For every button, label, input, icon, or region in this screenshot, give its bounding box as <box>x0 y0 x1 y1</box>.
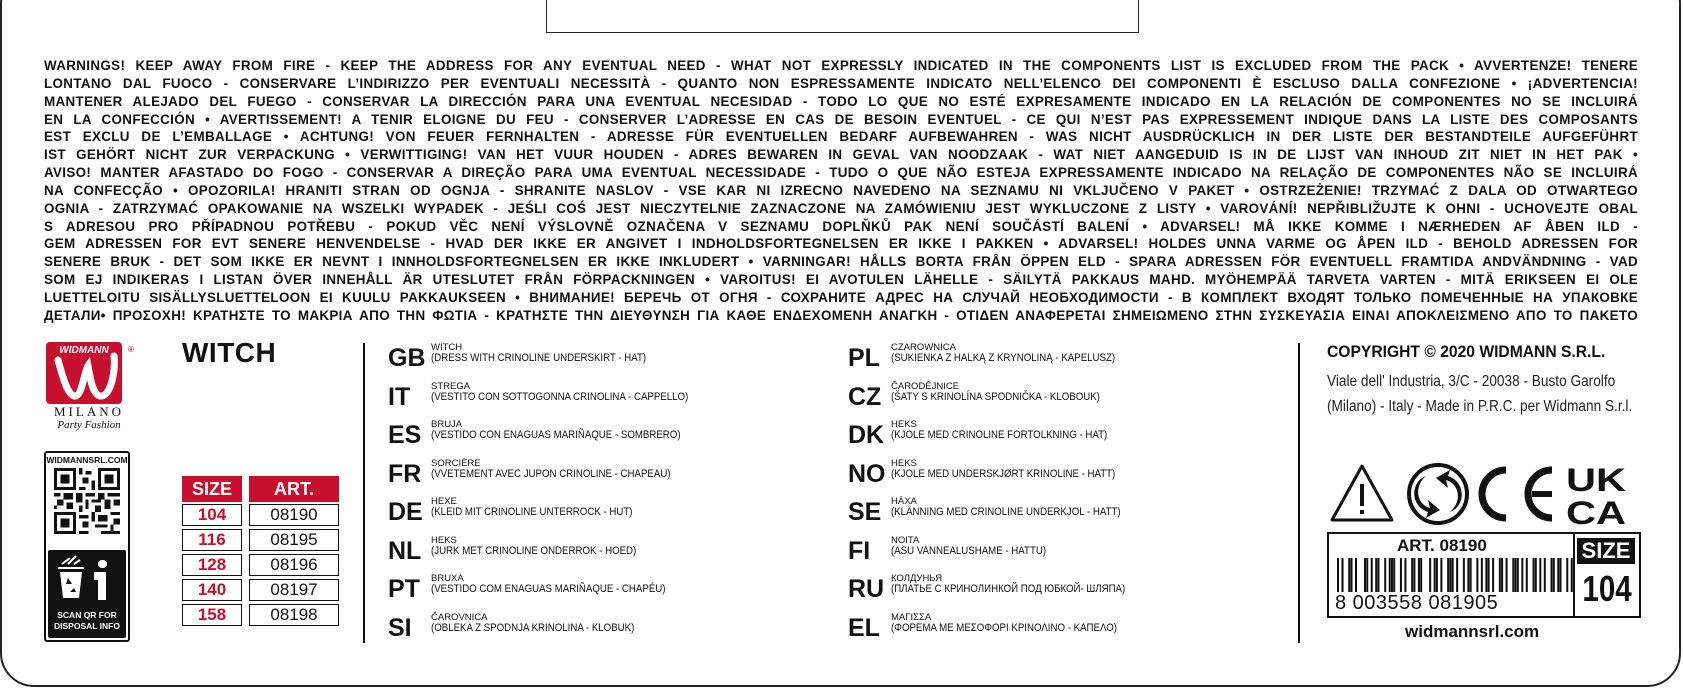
art-column-header: ART. <box>249 476 339 502</box>
barcode-bar <box>1515 558 1517 592</box>
language-code: PL <box>848 344 880 372</box>
divider <box>1298 343 1300 643</box>
language-entry <box>848 419 1268 455</box>
barcode-bar <box>1364 558 1366 592</box>
barcode-bar <box>1533 558 1535 592</box>
costume-description: (ΦΟΡΕΜΑ ΜΕ ΜΕΣΟΦΟΡΙ ΚΡΙΝΟΛΙΝΟ - ΚΑΠΕΛΟ) <box>891 621 1118 634</box>
recycle-bin-icon <box>48 550 126 608</box>
warning-line: SOM EJ INDIKERAS I LISTAN ÖVER INNEHÅLL ÄR UTESLUTET FRÅN FÖRPACKNINGEN • VAROITUS! EI AVOTULEN LÄHELLE - SÄILYTÄ PAKKAUS MAHD. MYÖHEMPÄÄ TARVETA VARTEN - MITÄ ERIKSEEN EI OLE <box>44 272 1638 288</box>
warning-line: ДЕТАЛИ• ΠΡΟΣΟΧΗ! ΚΡΑΤΗΣΤΕ ΤΟ ΜΑΚΡΙΑ ΑΠΟ ΤΗΝ ΦΩΤΙΑ - ΚΡΑΤΗΣΤΕ ΤΗΝ ΔΙΕΥΘΥΝΣΗ ΓΙΑ ΚΑΘΕ ΕΝΔΕΧΟΜΕΝΗ ΑΝΑΓΚΗ - ΟΤΙΔΕΝ ΑΝΑΦΕΡΕΤΑΙ ΣΗΜΕΙΩΜΕΝΟ ΣΤΗΝ ΣΥΣΚΕΥΑΣΙΑ ΕΙΝΑΙ ΑΠΟΚΛΕΙΣΜΕΝΟ ΑΠΟ ΤΟ ΠΑΚΕΤΟ <box>44 307 1638 323</box>
size-cell: 128 <box>182 554 242 576</box>
language-code: DE <box>388 498 423 526</box>
svg-text:CA: CA <box>1566 495 1626 528</box>
costume-name: BRUJA <box>431 419 463 430</box>
costume-name: HÄXA <box>891 496 917 507</box>
costume-description: (OBLEKA Z SPODNJA KRINOLINA - KLOBUK) <box>431 621 635 634</box>
green-dot-icon <box>1409 465 1467 523</box>
art-cell: 08195 <box>249 529 339 551</box>
barcode-bar <box>1366 558 1368 592</box>
barcode-bar <box>1492 558 1494 592</box>
language-code: IT <box>388 382 411 411</box>
barcode-bar <box>1393 558 1395 592</box>
barcode-bar <box>1337 558 1339 592</box>
costume-name: КОЛДУНЬЯ <box>891 573 943 584</box>
barcode-bar <box>1526 558 1528 592</box>
costume-description: (KLÄNNING MED CRINOLINE UNDERKJOL - HATT) <box>891 506 1121 518</box>
costume-name: HEXE <box>431 496 457 507</box>
barcode-bar <box>1535 558 1537 592</box>
warning-line: LUETTELOITU SISÄLLYSLUETTELOON EI KUULU PAKKAUKSEEN • ВНИМАНИЕ! БЕРЕЧЬ ОТ ОГНЯ - СОХРАНИТЕ АДРЕС НА СЛУЧАЙ НЕОБХОДИМОСТИ - В КОМПЛЕКТ ВХОДЯТ ТОЛЬКО ПОМЕЧЕННЫЕ НА УПАКОВКЕ <box>44 289 1638 305</box>
language-entry <box>388 535 808 571</box>
costume-name: ΜΑΓΙΣΣΑ <box>891 611 932 623</box>
warning-line: MANTENER ALEJADO DEL FUEGO - CONSERVAR LA DIRECCIÓN PARA UNA EVENTUAL NECESIDAD - TODO LO QUE NO ESTÉ EXPRESAMENTE INDICADO EN LA RELACIÓN DE COMPONENTES NO SE INCLUIRÁ <box>44 93 1638 109</box>
barcode-bar <box>1377 558 1379 592</box>
costume-description: (JURK MET CRINOLINE ONDERROK - HOED) <box>431 544 637 557</box>
barcode-bar <box>1560 558 1562 592</box>
language-entry <box>388 612 808 648</box>
language-code: PT <box>388 575 420 603</box>
barcode-bar <box>1434 558 1436 592</box>
barcode-bar <box>1411 558 1413 592</box>
language-code: CZ <box>848 382 882 411</box>
barcode-bar <box>1506 558 1508 592</box>
barcode[interactable] <box>1337 558 1573 592</box>
costume-description: (VESTITO CON SOTTOGONNA CRINOLINA - CAPPELLO) <box>431 390 689 403</box>
barcode-bar <box>1371 558 1373 592</box>
qr-site-label: WIDMANNSRL.COM <box>46 455 128 465</box>
barcode-bar <box>1350 558 1352 592</box>
barcode-bar <box>1539 558 1541 592</box>
barcode-bar <box>1463 558 1465 592</box>
barcode-bar <box>1440 558 1442 592</box>
barcode-bar <box>1557 558 1559 592</box>
language-entry <box>388 419 808 455</box>
language-entry <box>388 381 808 417</box>
costume-name: HEKS <box>891 457 917 469</box>
language-code: NO <box>848 459 886 488</box>
barcode-bar <box>1391 558 1393 592</box>
barcode-bar <box>1436 558 1438 592</box>
language-entry <box>388 496 808 532</box>
barcode-bar <box>1485 558 1487 592</box>
costume-description: (ПЛАТЬЕ С КРИНОЛИНКОЙ ПОД ЮБКОЙ- ШЛЯПА) <box>891 583 1126 595</box>
svg-text:®: ® <box>128 345 134 354</box>
language-entry <box>848 612 1268 648</box>
barcode-bar <box>1413 558 1415 592</box>
costume-name: CZAROWNICA <box>891 342 956 353</box>
barcode-bar <box>1467 558 1469 592</box>
size-column-header: SIZE <box>182 476 242 502</box>
warning-line: EN LA CONFECCIÓN • AVERTISSEMENT! A TENIR ELOIGNE DU FEU - CONSERVER L’ADRESSE EN CAS DE BESOIN EVENTUEL - CE QUI N’EST PAS EXPRESSEMENT INDIQUE DANS LA LISTE DES COMPOSANTS <box>44 111 1638 127</box>
barcode-bar <box>1456 558 1458 592</box>
size-cell: 140 <box>182 579 242 601</box>
language-code: GB <box>388 344 426 372</box>
barcode-bar <box>1384 558 1386 592</box>
language-code: FR <box>388 459 422 488</box>
size-cell: 104 <box>182 504 242 526</box>
article-number: ART. 08190 <box>1397 536 1487 555</box>
art-cell: 08190 <box>249 504 339 526</box>
art-cell: 08198 <box>249 604 339 626</box>
logo-text: WIDMANN <box>59 345 109 356</box>
warning-line: AVISO! MANTER AFASTADO DO FOGO - CONSERVAR A DIREÇÃO PARA UMA EVENTUAL NECESSIDADE - TUDO O QUE NÃO ESTEJA EXPRESSAMENTE INDICADO NA RELAÇÃO DE COMPONENTES NÃO SE INCLUIRÁ <box>44 165 1638 181</box>
barcode-bar <box>1342 558 1344 592</box>
product-name: WITCH <box>182 337 277 368</box>
barcode-bar <box>1553 558 1555 592</box>
packaging-window <box>546 0 1139 33</box>
language-entry <box>848 535 1268 571</box>
barcode-bar <box>1418 558 1420 592</box>
warning-line: S ADRESOU PRO PŘÍPADNOU POTŘEBU - POKUD VĚC NENÍ VÝSLOVNĚ OZNAČENA V SEZNAMU DOPLŇKŮ PAK NENÍ SOUČÁSTÍ BALENÍ • ADVARSEL! MÅ IKKE KOMME I NÆRHEDEN AF ÅBEN ILD - <box>44 218 1638 234</box>
costume-description: (SUKIENKA Z HALKĄ Z KRYNOLINĄ - KAPELUSZ) <box>891 352 1116 364</box>
qr-code-icon[interactable] <box>54 468 120 534</box>
barcode-bar <box>1517 558 1519 592</box>
language-code: RU <box>848 575 885 603</box>
warning-line: NA CONFECÇÃO • OPOZORILA! HRANITI STRAN OD OGNJA - SHRANITE NASLOV - VSE KAR NI IZRECNO NAVEDENO NA SEZNAMU NI VKLJUČENO V PAKET • OSTRZEŻENIE! TRZYMAĆ Z DALA OD OTWARTEGO <box>44 182 1638 198</box>
barcode-bar <box>1375 558 1377 592</box>
barcode-bar <box>1404 558 1406 592</box>
costume-description: (KJOLE MED CRINOLINE FORTOLKNING - HAT) <box>891 429 1108 441</box>
barcode-bar <box>1447 558 1449 592</box>
costume-description: (VESTIDO COM ENAGUAS MARIÑAQUE - CHAPÉU) <box>431 583 666 595</box>
barcode-bar <box>1355 558 1357 592</box>
svg-text:UK: UK <box>1566 462 1626 498</box>
barcode-bar <box>1501 558 1503 592</box>
barcode-bar <box>1499 558 1501 592</box>
art-cell: 08196 <box>249 554 339 576</box>
language-code: DK <box>848 421 885 449</box>
costume-name: WITCH <box>431 342 463 353</box>
costume-name: ČARODĚJNICE <box>891 380 960 392</box>
brand-tagline: Party Fashion <box>57 419 121 431</box>
brand-city: MILANO <box>54 404 124 419</box>
costume-description: (VESTIDO CON ENAGUAS MARIÑAQUE - SOMBRERO) <box>431 429 681 441</box>
barcode-bar <box>1521 558 1523 592</box>
barcode-bar <box>1476 558 1478 592</box>
warning-line: GEM ADRESSEN FOR EVT SENERE HENVENDELSE - HVAD DER IKKE ER ANGIVET I INDHOLDSFORTEGNELSEN ER IKKE I PAKKEN • ADVARSEL! HOLDES UNNA VARME OG ÅPEN ILD - BEHOLD ADRESSEN FOR <box>44 236 1638 252</box>
barcode-bar <box>1420 558 1422 592</box>
barcode-bar <box>1551 558 1553 592</box>
language-code: SE <box>848 498 882 526</box>
qr-disposal-box <box>44 451 130 642</box>
ce-mark-icon <box>1482 470 1552 518</box>
barcode-bar <box>1566 558 1568 592</box>
barcode-digits: 8 003558 081905 <box>1335 592 1499 614</box>
certification-icons <box>1330 462 1640 528</box>
costume-name: ČAROVNICA <box>431 611 488 623</box>
language-entry <box>848 496 1268 532</box>
costume-name: HEKS <box>431 534 457 546</box>
costume-description: (VVETEMENT AVEC JUPON CRINOLINE - CHAPEAU) <box>431 467 671 480</box>
size-cell: 158 <box>182 604 242 626</box>
costume-name: BRUXA <box>431 573 464 584</box>
size-stamp-label: SIZE <box>1577 538 1635 564</box>
costume-name: SORCIÈRE <box>431 457 481 469</box>
barcode-bar <box>1389 558 1391 592</box>
barcode-bar <box>1449 558 1451 592</box>
language-entry <box>848 573 1268 609</box>
recycle-info-badge <box>48 550 126 638</box>
warning-line: SENERE BRUK - DET SOM IKKE ER NEVNT I INNHOLDSFORTEGNELSEN ER IKKE INKLUDERT • VARNINGAR! HÅLLS BORTA FRÅN ÖPPEN ELD - SPARA ADRESSEN FÖR EVENTUELL FRAMTIDA ANDVÄNDNING - VAD <box>44 254 1638 270</box>
language-code: SI <box>388 613 412 642</box>
barcode-label <box>1327 532 1641 618</box>
barcode-bar <box>1470 558 1472 592</box>
divider <box>1573 534 1575 616</box>
language-entry <box>848 381 1268 417</box>
language-entry <box>848 342 1268 378</box>
language-code: ES <box>388 421 422 449</box>
warning-line: EST EXCLU DE L’EMBALLAGE • ACHTUNG! VON FEUER FERNHALTEN - ADRESSE FÜR EVENTUELLEN BEDARF AUFBEWAHREN - WAS NICHT AUSDRÜCKLICH IN DER LISTE DER BESTANDTEILE AUFGEFÜHRT <box>44 129 1638 145</box>
costume-description: (ASU VANNEALUSHAME - HATTU) <box>891 544 1047 557</box>
barcode-bar <box>1452 558 1454 592</box>
size-cell: 116 <box>182 529 242 551</box>
language-entry <box>388 342 808 378</box>
barcode-bar <box>1348 558 1350 592</box>
costume-description: (KJOLE MED UNDERSKJØRT KRINOLINE - HATT) <box>891 467 1116 480</box>
warning-line: WARNINGS! KEEP AWAY FROM FIRE - KEEP THE ADDRESS FOR ANY EVENTUAL NEED - WHAT NOT EXPRESSLY INDICATED IN THE COMPONENTS LIST IS EXCLUDED FROM THE PACK • AVVERTENZE! TENERE <box>44 58 1638 73</box>
ukca-mark-icon <box>1566 462 1626 528</box>
size-stamp-value: 104 <box>1582 568 1632 609</box>
language-entry <box>388 458 808 494</box>
barcode-bar <box>1429 558 1431 592</box>
warning-line: OGNIA - ZATRZYMAĆ OPAKOWANIE NA WSZELKI WYPADEK - JEŚLI COŚ JEST NIECZYTELNIE ZAZNACZONE NA ZAMÓWIENIU JEST WYKLUCZONE Z LISTY • VAROVÁNÍ! NEPŘIBLIŽUJTE K OHNI - UCHOVEJTE OBAL <box>44 200 1638 216</box>
language-code: FI <box>848 536 871 565</box>
copyright-text: COPYRIGHT © 2020 WIDMANN S.R.L. <box>1327 342 1606 361</box>
barcode-bar <box>1544 558 1546 592</box>
barcode-bar <box>1481 558 1483 592</box>
costume-name: NOITA <box>891 534 920 546</box>
language-code: NL <box>388 536 422 565</box>
warning-icon <box>1332 466 1392 520</box>
warnings-text <box>44 57 1638 325</box>
warning-line: LONTANO DAL FUOCO - CONSERVARE L’INDIRIZZO PER EVENTUALI NECESSITÀ - QUANTO NON ESPRESSAMENTE INDICATO NELL’ELENCO DEI COMPONENTI È ESCLUSO DALLA CONFEZIONE • ¡ADVERTENCIA! <box>44 75 1638 91</box>
warning-line: IST GEHÖRT NICHT ZUR VERPACKUNG • VERWITTIGING! VAN HET VUUR HOUDEN - ADRES BEWAREN IN GEVAL VAN NOODZAAK - WAT NIET AANGEDUID IS IN DE LIJST VAN INHOUD ZIT NIET IN HET PAK • <box>44 147 1638 163</box>
art-cell: 08197 <box>249 579 339 601</box>
manufacturer-address: Viale dell' Industria, 3/C - 20038 - Busto Garolfo (Milano) - Italy - Made in P.R.C. per Widmann S.r.l. <box>1327 373 1633 415</box>
scan-qr-text: SCAN QR FOR DISPOSAL INFO <box>54 610 120 631</box>
costume-name: STREGA <box>431 380 471 392</box>
barcode-bar <box>1512 558 1514 592</box>
language-entry <box>848 458 1268 494</box>
language-code: EL <box>848 613 880 642</box>
costume-name: HEKS <box>891 419 917 430</box>
divider <box>363 343 365 643</box>
costume-description: (DRESS WITH CRINOLINE UNDERSKIRT - HAT) <box>431 352 647 364</box>
costume-description: (ŠATY S KRINOLÍNA SPODNIČKA - KLOBOUK) <box>891 390 1100 403</box>
barcode-bar <box>1488 558 1490 592</box>
website-link[interactable]: widmannsrl.com <box>1405 622 1540 641</box>
language-entry <box>388 573 808 609</box>
costume-description: (KLEID MIT CRINOLINE UNTERROCK - HUT) <box>431 506 633 518</box>
barcode-bar <box>1400 558 1402 592</box>
